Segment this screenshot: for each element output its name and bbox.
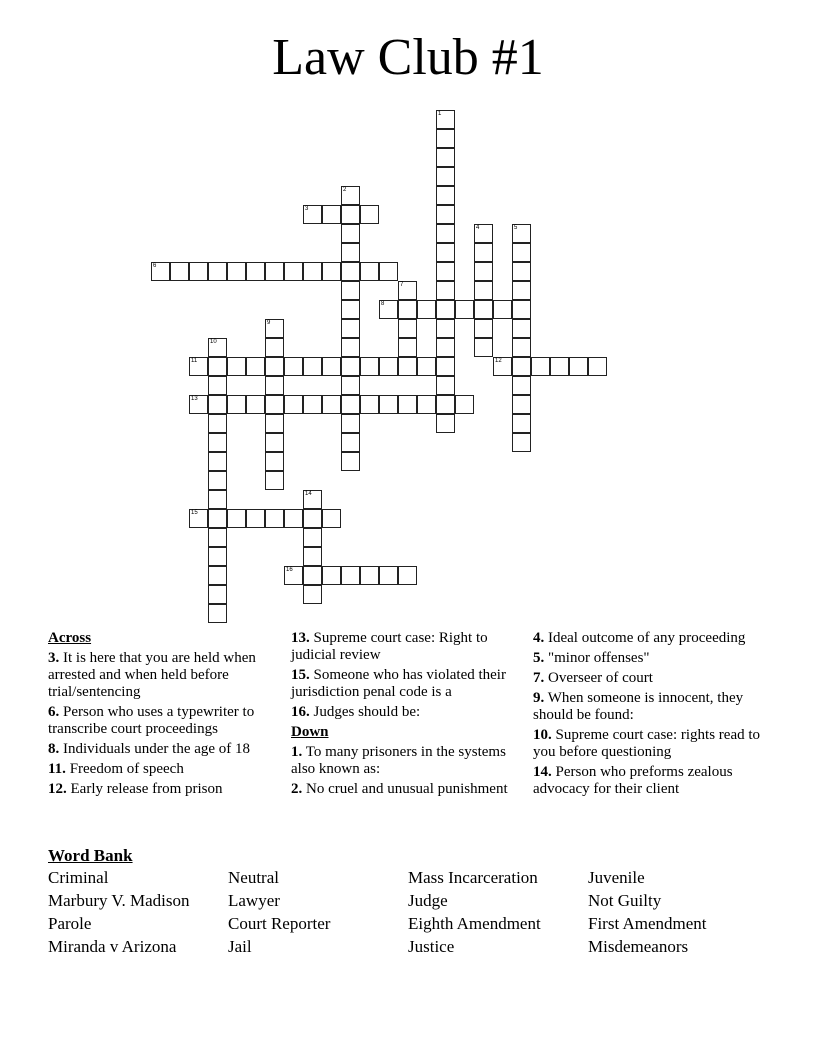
grid-cell — [398, 395, 417, 414]
grid-cell — [303, 566, 322, 585]
grid-cell — [341, 186, 360, 205]
grid-cell — [208, 509, 227, 528]
grid-cell — [284, 566, 303, 585]
grid-cell — [341, 357, 360, 376]
grid-cell — [284, 509, 303, 528]
grid-cell — [227, 262, 246, 281]
grid-cell — [246, 395, 265, 414]
grid-cell — [246, 509, 265, 528]
grid-cell — [436, 319, 455, 338]
grid-cell — [436, 205, 455, 224]
grid-cell — [398, 281, 417, 300]
word-bank-item: Justice — [408, 937, 455, 956]
grid-cell — [265, 452, 284, 471]
grid-cell — [189, 262, 208, 281]
clues-column-2 — [291, 630, 516, 801]
grid-cell — [341, 281, 360, 300]
grid-cell — [436, 281, 455, 300]
grid-cell — [341, 205, 360, 224]
grid-cell — [360, 205, 379, 224]
clue-number: 1 — [438, 111, 442, 117]
clue-number: 10 — [210, 339, 217, 345]
clue-number: 8 — [381, 301, 385, 307]
grid-cell — [493, 300, 512, 319]
grid-cell — [208, 490, 227, 509]
grid-cell — [208, 471, 227, 490]
grid-cell — [379, 300, 398, 319]
clue-down-7: 7. Overseer of court — [533, 670, 653, 686]
grid-cell — [265, 433, 284, 452]
clue-number: 13 — [191, 396, 198, 402]
grid-cell — [341, 395, 360, 414]
grid-cell — [474, 281, 493, 300]
clue-across-3: 3. It is here that you are held when arrested and when held before trial/sentencing — [48, 650, 256, 700]
grid-cell — [474, 338, 493, 357]
clues-column-1 — [48, 630, 268, 801]
grid-cell — [531, 357, 550, 376]
word-bank-item: Juvenile — [588, 868, 645, 887]
grid-cell — [360, 262, 379, 281]
clue-number: 4 — [476, 225, 480, 231]
grid-cell — [550, 357, 569, 376]
grid-cell — [512, 262, 531, 281]
grid-cell — [265, 338, 284, 357]
word-bank-item: Mass Incarceration — [408, 868, 538, 887]
grid-cell — [341, 300, 360, 319]
grid-cell — [436, 357, 455, 376]
grid-cell — [474, 224, 493, 243]
word-bank-item: First Amendment — [588, 914, 707, 933]
clue-number: 11 — [191, 358, 198, 364]
grid-cell — [151, 262, 170, 281]
grid-cell — [284, 357, 303, 376]
grid-cell — [341, 319, 360, 338]
word-bank-item: Lawyer — [228, 891, 280, 910]
grid-cell — [322, 509, 341, 528]
grid-cell — [208, 262, 227, 281]
grid-cell — [303, 490, 322, 509]
grid-cell — [512, 357, 531, 376]
clue-number: 15 — [191, 510, 198, 516]
grid-cell — [189, 395, 208, 414]
grid-cell — [322, 262, 341, 281]
grid-cell — [512, 433, 531, 452]
word-bank-item: Court Reporter — [228, 914, 331, 933]
grid-cell — [512, 243, 531, 262]
grid-cell — [208, 414, 227, 433]
grid-cell — [455, 395, 474, 414]
grid-cell — [208, 528, 227, 547]
clue-across-12: 12. Early release from prison — [48, 781, 223, 797]
word-bank-item: Miranda v Arizona — [48, 937, 177, 956]
clue-down-5: 5. "minor offenses" — [533, 650, 650, 666]
word-bank-item: Neutral — [228, 868, 279, 887]
grid-cell — [227, 357, 246, 376]
grid-cell — [303, 205, 322, 224]
clue-number: 16 — [286, 567, 293, 573]
grid-cell — [265, 414, 284, 433]
grid-cell — [379, 395, 398, 414]
grid-cell — [379, 566, 398, 585]
grid-cell — [189, 357, 208, 376]
word-bank — [48, 846, 768, 957]
clue-down-1: 1. To many prisoners in the systems also known as: — [291, 744, 506, 777]
grid-cell — [398, 338, 417, 357]
grid-cell — [322, 566, 341, 585]
grid-cell — [360, 395, 379, 414]
grid-cell — [436, 376, 455, 395]
grid-cell — [474, 319, 493, 338]
grid-cell — [341, 224, 360, 243]
grid-cell — [436, 243, 455, 262]
grid-cell — [265, 262, 284, 281]
grid-cell — [208, 566, 227, 585]
clue-down-9: 9. When someone is innocent, they should be found: — [533, 690, 744, 723]
grid-cell — [436, 395, 455, 414]
grid-cell — [341, 262, 360, 281]
grid-cell — [436, 224, 455, 243]
grid-cell — [512, 319, 531, 338]
word-bank-item: Judge — [408, 891, 448, 910]
grid-cell — [265, 319, 284, 338]
grid-cell — [284, 262, 303, 281]
across-heading: Across — [48, 630, 92, 646]
grid-cell — [436, 148, 455, 167]
word-bank-item: Jail — [228, 937, 252, 956]
grid-cell — [341, 433, 360, 452]
clue-across-6: 6. Person who uses a typewriter to transcribe court proceedings — [48, 704, 255, 737]
down-heading: Down — [291, 724, 329, 740]
word-bank-list — [48, 868, 768, 957]
grid-cell — [341, 452, 360, 471]
clue-number: 6 — [153, 263, 157, 269]
grid-cell — [341, 338, 360, 357]
grid-cell — [303, 547, 322, 566]
grid-cell — [246, 357, 265, 376]
grid-cell — [436, 414, 455, 433]
grid-cell — [436, 300, 455, 319]
grid-cell — [436, 110, 455, 129]
grid-cell — [398, 300, 417, 319]
clue-down-10: 10. Supreme court case: rights read to you before questioning — [533, 727, 761, 760]
puzzle-title: Law Club #1 — [272, 29, 544, 86]
grid-cell — [246, 262, 265, 281]
grid-cell — [512, 338, 531, 357]
word-bank-heading: Word Bank — [48, 846, 133, 865]
grid-cell — [322, 205, 341, 224]
grid-cell — [379, 357, 398, 376]
grid-cell — [417, 395, 436, 414]
grid-cell — [512, 376, 531, 395]
clues-column-3 — [533, 630, 763, 801]
grid-cell — [474, 262, 493, 281]
grid-cell — [303, 262, 322, 281]
grid-cell — [265, 395, 284, 414]
grid-cell — [341, 243, 360, 262]
word-bank-item: Marbury V. Madison — [48, 891, 190, 910]
grid-cell — [322, 357, 341, 376]
grid-cell — [303, 357, 322, 376]
clue-down-14: 14. Person who preforms zealous advocacy for their client — [533, 764, 733, 797]
grid-cell — [208, 395, 227, 414]
grid-cell — [303, 509, 322, 528]
grid-cell — [474, 243, 493, 262]
grid-cell — [512, 395, 531, 414]
clue-across-16: 16. Judges should be: — [291, 704, 421, 720]
clue-number: 12 — [495, 358, 502, 364]
word-bank-item: Misdemeanors — [588, 937, 689, 956]
grid-cell — [208, 433, 227, 452]
clue-down-4: 4. Ideal outcome of any proceeding — [533, 630, 746, 646]
grid-cell — [436, 262, 455, 281]
clue-number: 9 — [267, 320, 271, 326]
grid-cell — [417, 300, 436, 319]
grid-cell — [436, 167, 455, 186]
grid-cell — [208, 376, 227, 395]
clue-across-13: 13. Supreme court case: Right to judicial review — [291, 630, 488, 663]
grid-cell — [398, 319, 417, 338]
grid-cell — [436, 129, 455, 148]
grid-cell — [170, 262, 189, 281]
grid-cell — [474, 300, 493, 319]
grid-cell — [512, 281, 531, 300]
grid-cell — [284, 395, 303, 414]
grid-cell — [208, 452, 227, 471]
grid-cell — [227, 509, 246, 528]
grid-cell — [379, 262, 398, 281]
grid-cell — [303, 395, 322, 414]
grid-cell — [208, 547, 227, 566]
grid-cell — [322, 395, 341, 414]
grid-cell — [208, 604, 227, 623]
grid-cell — [417, 357, 436, 376]
grid-cell — [265, 471, 284, 490]
word-bank-item: Eighth Amendment — [408, 914, 541, 933]
grid-cell — [208, 338, 227, 357]
grid-cell — [265, 376, 284, 395]
grid-cell — [341, 414, 360, 433]
clue-number: 2 — [343, 187, 347, 193]
grid-cell — [436, 186, 455, 205]
word-bank-item: Not Guilty — [588, 891, 662, 910]
grid-cell — [265, 509, 284, 528]
grid-cell — [208, 585, 227, 604]
grid-cell — [208, 357, 227, 376]
word-bank-item: Parole — [48, 914, 92, 933]
clue-number: 14 — [305, 491, 312, 497]
grid-cell — [360, 566, 379, 585]
grid-cell — [341, 566, 360, 585]
grid-cell — [303, 585, 322, 604]
grid-cell — [588, 357, 607, 376]
clue-across-11: 11. Freedom of speech — [48, 761, 184, 777]
grid-cell — [398, 566, 417, 585]
grid-cell — [189, 509, 208, 528]
grid-cell — [436, 338, 455, 357]
grid-cell — [455, 300, 474, 319]
word-bank-item: Criminal — [48, 868, 109, 887]
grid-cell — [512, 224, 531, 243]
clue-number: 3 — [305, 206, 309, 212]
grid-cell — [303, 528, 322, 547]
grid-cell — [360, 357, 379, 376]
grid-cell — [512, 300, 531, 319]
clue-down-2: 2. No cruel and unusual punishment — [291, 781, 508, 797]
grid-cell — [493, 357, 512, 376]
grid-cell — [341, 376, 360, 395]
clue-number: 5 — [514, 225, 518, 231]
grid-cell — [569, 357, 588, 376]
grid-cell — [512, 414, 531, 433]
grid-cell — [265, 357, 284, 376]
grid-cell — [398, 357, 417, 376]
clue-across-8: 8. Individuals under the age of 18 — [48, 741, 251, 757]
clue-across-15: 15. Someone who has violated their jurisdiction penal code is a — [291, 667, 506, 700]
clue-number: 7 — [400, 282, 404, 288]
grid-cell — [227, 395, 246, 414]
